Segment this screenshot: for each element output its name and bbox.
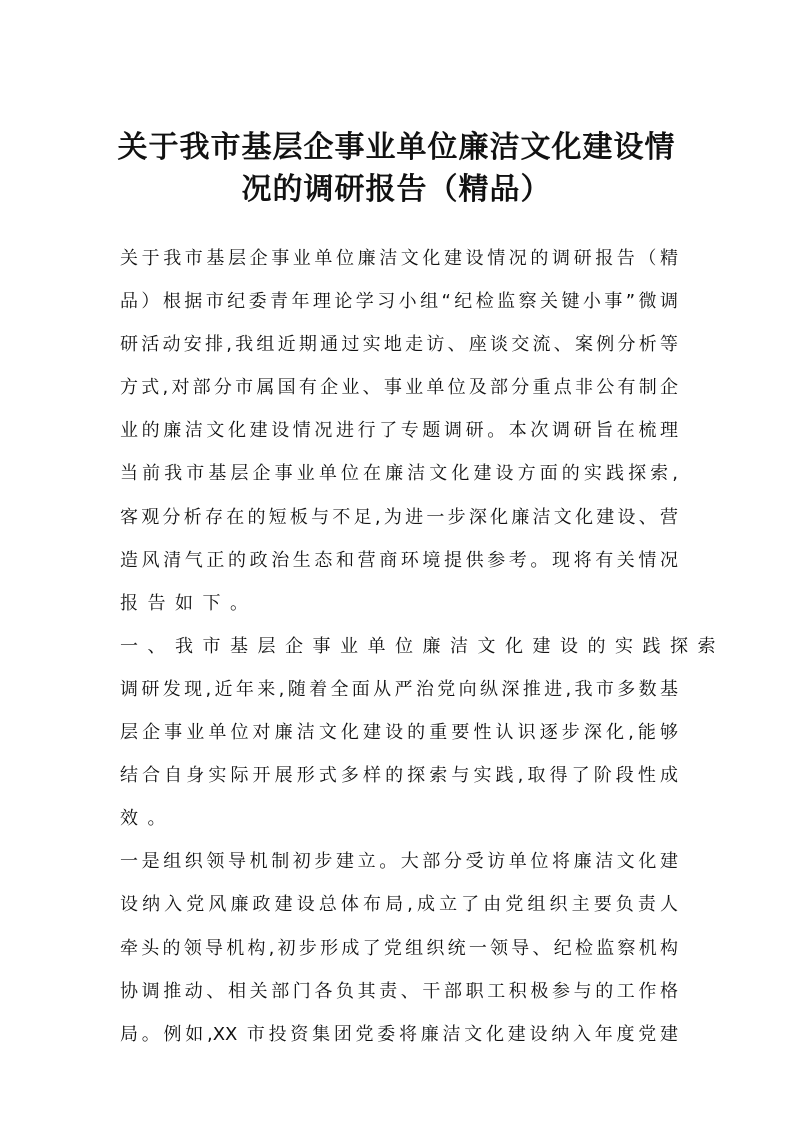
document-title-line-2: 况的调研报告（精品） — [241, 172, 552, 207]
body-text-line: 关于我市基层企事业单位廉洁文化建设情况的调研报告（精 — [120, 248, 678, 269]
document-title-line-1: 关于我市基层企事业单位廉洁文化建设情 — [117, 130, 676, 165]
body-text-line: 设纳入党风廉政建设总体布局,成立了由党组织主要负责人 — [120, 894, 678, 916]
body-text-line: 客观分析存在的短板与不足,为进一步深化廉洁文化建设、营 — [120, 506, 678, 528]
body-text-line: 研活动安排,我组近期通过实地走访、座谈交流、案例分析等 — [120, 334, 678, 356]
body-text-line: 报告如下。 — [120, 592, 258, 614]
document-body — [120, 245, 725, 1064]
body-text-line: 局。例如,XX 市投资集团党委将廉洁文化建设纳入年度党建 — [120, 1023, 678, 1045]
body-text-line: 协调推动、相关部门各负其责、干部职工积极参与的工作格 — [120, 980, 678, 1002]
body-text-line: 层企事业单位对廉洁文化建设的重要性认识逐步深化,能够 — [120, 722, 678, 744]
body-text-line: 当前我市基层企事业单位在廉洁文化建设方面的实践探索, — [120, 463, 678, 485]
body-text-line: 方式,对部分市属国有企业、事业单位及部分重点非公有制企 — [120, 377, 678, 399]
body-text-line: 效。 — [120, 808, 175, 830]
body-text-line: 业的廉洁文化建设情况进行了专题调研。本次调研旨在梳理 — [120, 420, 678, 442]
body-text-line: 牵头的领导机构,初步形成了党组织统一领导、纪检监察机构 — [120, 937, 678, 959]
body-text-line: 品）根据市纪委青年理论学习小组“纪检监察关键小事”微调 — [120, 291, 678, 313]
body-text-line: 一是组织领导机制初步建立。大部分受访单位将廉洁文化建 — [120, 851, 678, 873]
body-text-line: 一、我市基层企事业单位廉洁文化建设的实践探索 — [120, 635, 725, 657]
body-text-line: 调研发现,近年来,随着全面从严治党向纵深推进,我市多数基 — [120, 678, 678, 700]
body-text-line: 造风清气正的政治生态和营商环境提供参考。现将有关情况 — [120, 549, 678, 571]
body-text-line: 结合自身实际开展形式多样的探索与实践,取得了阶段性成 — [120, 765, 678, 787]
